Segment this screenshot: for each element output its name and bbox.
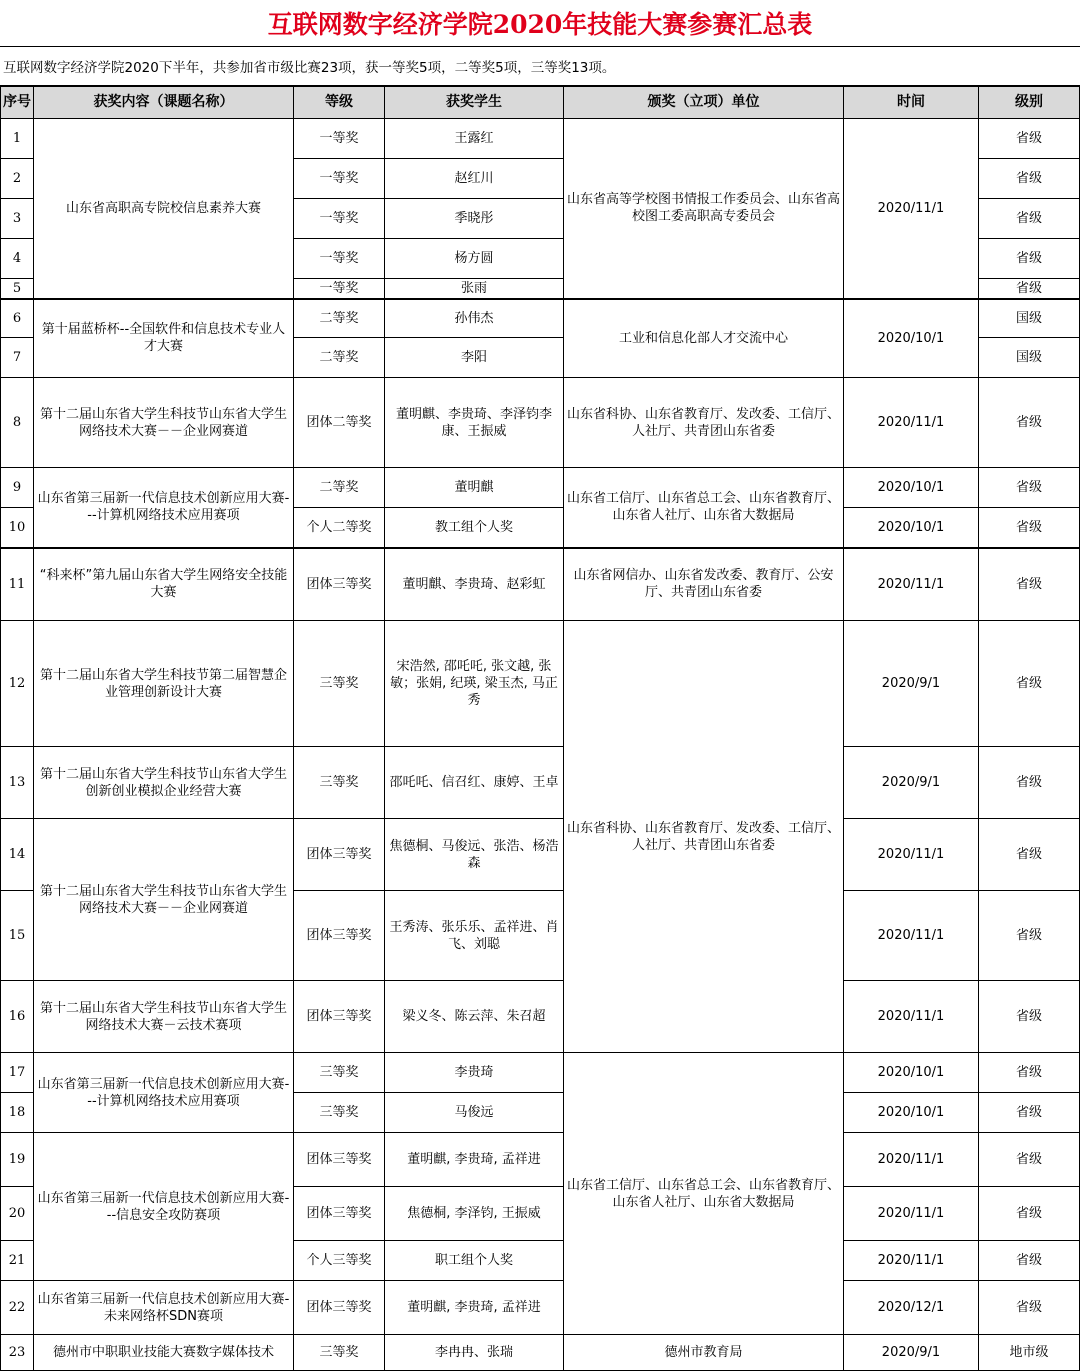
row-number: 10 — [1, 508, 34, 548]
award-students: 职工组个人奖 — [385, 1241, 564, 1281]
row-number: 4 — [1, 239, 34, 279]
col-header-students: 获奖学生 — [385, 87, 564, 119]
award-time: 2020/9/1 — [844, 1335, 979, 1371]
award-level: 省级 — [979, 981, 1080, 1053]
award-content: 山东省第三届新一代信息技术创新应用大赛---计算机网络技术应用赛项 — [34, 1053, 294, 1133]
award-level: 省级 — [979, 891, 1080, 981]
awards-table — [0, 86, 1080, 1371]
award-students: 李贵琦 — [385, 1053, 564, 1093]
table-row — [1, 819, 1080, 891]
row-number: 1 — [1, 119, 34, 159]
award-students: 教工组个人奖 — [385, 508, 564, 548]
table-row — [1, 299, 1080, 338]
award-unit: 山东省工信厅、山东省总工会、山东省教育厅、山东省人社厅、山东省大数据局 — [564, 468, 844, 548]
award-unit: 山东省工信厅、山东省总工会、山东省教育厅、山东省人社厅、山东省大数据局 — [564, 1053, 844, 1335]
table-row — [1, 548, 1080, 621]
award-grade: 二等奖 — [294, 338, 385, 378]
award-grade: 二等奖 — [294, 299, 385, 338]
award-time: 2020/11/1 — [844, 1187, 979, 1241]
table-row — [1, 1133, 1080, 1187]
award-students: 马俊远 — [385, 1093, 564, 1133]
award-level: 省级 — [979, 1187, 1080, 1241]
award-grade: 一等奖 — [294, 159, 385, 199]
row-number: 19 — [1, 1133, 34, 1187]
award-time: 2020/10/1 — [844, 468, 979, 508]
award-students: 宋浩然, 邵吒吒, 张文越, 张敏；张娟, 纪瑛, 梁玉杰, 马正秀 — [385, 621, 564, 747]
award-grade: 三等奖 — [294, 747, 385, 819]
award-students: 董明麒、李贵琦、赵彩虹 — [385, 548, 564, 621]
row-number: 7 — [1, 338, 34, 378]
award-unit: 山东省科协、山东省教育厅、发改委、工信厅、人社厅、共青团山东省委 — [564, 621, 844, 1053]
award-grade: 一等奖 — [294, 119, 385, 159]
award-content: 第十二届山东省大学生科技节山东省大学生网络技术大赛－－企业网赛道 — [34, 819, 294, 981]
award-level: 省级 — [979, 119, 1080, 159]
table-row — [1, 747, 1080, 819]
row-number: 23 — [1, 1335, 34, 1371]
award-time: 2020/10/1 — [844, 1093, 979, 1133]
award-content: 德州市中职职业技能大赛数字媒体技术 — [34, 1335, 294, 1371]
award-grade: 三等奖 — [294, 1335, 385, 1371]
award-grade: 团体三等奖 — [294, 548, 385, 621]
award-unit: 山东省网信办、山东省发改委、教育厅、公安厅、共青团山东省委 — [564, 548, 844, 621]
award-students: 李冉冉、张瑞 — [385, 1335, 564, 1371]
table-row — [1, 468, 1080, 508]
header-row — [1, 87, 1080, 119]
col-header-unit: 颁奖（立项）单位 — [564, 87, 844, 119]
award-students: 董明麒, 李贵琦, 孟祥进 — [385, 1133, 564, 1187]
row-number: 5 — [1, 279, 34, 299]
award-level: 省级 — [979, 548, 1080, 621]
award-students: 焦德桐、马俊远、张浩、杨浩森 — [385, 819, 564, 891]
award-grade: 团体三等奖 — [294, 1133, 385, 1187]
row-number: 17 — [1, 1053, 34, 1093]
table-row — [1, 1281, 1080, 1335]
award-time: 2020/9/1 — [844, 747, 979, 819]
award-students: 董明麒、李贵琦、李泽钧李康、王振威 — [385, 378, 564, 468]
award-level: 国级 — [979, 338, 1080, 378]
col-header-no: 序号 — [1, 87, 34, 119]
row-number: 15 — [1, 891, 34, 981]
award-time: 2020/11/1 — [844, 1133, 979, 1187]
award-level: 省级 — [979, 1241, 1080, 1281]
col-header-level: 级别 — [979, 87, 1080, 119]
award-time: 2020/11/1 — [844, 981, 979, 1053]
award-grade: 团体三等奖 — [294, 981, 385, 1053]
row-number: 3 — [1, 199, 34, 239]
row-number: 21 — [1, 1241, 34, 1281]
award-level: 省级 — [979, 1133, 1080, 1187]
award-level: 国级 — [979, 299, 1080, 338]
award-time: 2020/10/1 — [844, 508, 979, 548]
award-time: 2020/11/1 — [844, 119, 979, 299]
award-grade: 一等奖 — [294, 279, 385, 299]
award-students: 孙伟杰 — [385, 299, 564, 338]
award-grade: 三等奖 — [294, 621, 385, 747]
award-content: 第十二届山东省大学生科技节山东省大学生创新创业模拟企业经营大赛 — [34, 747, 294, 819]
award-students: 李阳 — [385, 338, 564, 378]
award-time: 2020/11/1 — [844, 819, 979, 891]
award-students: 季晓彤 — [385, 199, 564, 239]
award-content: 山东省第三届新一代信息技术创新应用大赛---计算机网络技术应用赛项 — [34, 468, 294, 548]
award-students: 杨方圆 — [385, 239, 564, 279]
row-number: 12 — [1, 621, 34, 747]
award-time: 2020/10/1 — [844, 1053, 979, 1093]
award-grade: 一等奖 — [294, 199, 385, 239]
award-students: 董明麒 — [385, 468, 564, 508]
award-students: 王秀涛、张乐乐、孟祥进、肖飞、刘聪 — [385, 891, 564, 981]
row-number: 9 — [1, 468, 34, 508]
award-unit: 山东省高等学校图书情报工作委员会、山东省高校图工委高职高专委员会 — [564, 119, 844, 299]
award-students: 邵吒吒、信召红、康婷、王卓 — [385, 747, 564, 819]
award-grade: 团体三等奖 — [294, 1187, 385, 1241]
row-number: 18 — [1, 1093, 34, 1133]
award-time: 2020/11/1 — [844, 548, 979, 621]
col-header-content: 获奖内容（课题名称） — [34, 87, 294, 119]
award-level: 省级 — [979, 199, 1080, 239]
row-number: 16 — [1, 981, 34, 1053]
award-content: 第十二届山东省大学生科技节山东省大学生网络技术大赛－－企业网赛道 — [34, 378, 294, 468]
award-content: 山东省第三届新一代信息技术创新应用大赛---信息安全攻防赛项 — [34, 1133, 294, 1281]
award-level: 省级 — [979, 1093, 1080, 1133]
award-time: 2020/11/1 — [844, 1241, 979, 1281]
row-number: 20 — [1, 1187, 34, 1241]
award-content: 山东省第三届新一代信息技术创新应用大赛-未来网络杯SDN赛项 — [34, 1281, 294, 1335]
col-header-time: 时间 — [844, 87, 979, 119]
award-students: 梁义冬、陈云萍、朱召超 — [385, 981, 564, 1053]
row-number: 2 — [1, 159, 34, 199]
award-level: 省级 — [979, 1281, 1080, 1335]
award-time: 2020/12/1 — [844, 1281, 979, 1335]
award-students: 赵红川 — [385, 159, 564, 199]
award-grade: 团体三等奖 — [294, 891, 385, 981]
award-grade: 一等奖 — [294, 239, 385, 279]
table-row — [1, 621, 1080, 747]
award-time: 2020/11/1 — [844, 378, 979, 468]
award-time: 2020/9/1 — [844, 621, 979, 747]
award-level: 省级 — [979, 378, 1080, 468]
table-row — [1, 1053, 1080, 1093]
award-students: 张雨 — [385, 279, 564, 299]
award-level: 省级 — [979, 508, 1080, 548]
award-students: 焦德桐, 李泽钧, 王振威 — [385, 1187, 564, 1241]
col-header-grade: 等级 — [294, 87, 385, 119]
award-content: 第十二届山东省大学生科技节第二届智慧企业管理创新设计大赛 — [34, 621, 294, 747]
summary-text: 互联网数字经济学院2020下半年，共参加省市级比赛23项，获一等奖5项，二等奖5项，三等奖13项。 — [0, 47, 1080, 86]
award-level: 省级 — [979, 621, 1080, 747]
award-content: 第十届蓝桥杯--全国软件和信息技术专业人才大赛 — [34, 299, 294, 378]
award-grade: 团体三等奖 — [294, 1281, 385, 1335]
row-number: 6 — [1, 299, 34, 338]
award-level: 省级 — [979, 1053, 1080, 1093]
table-row — [1, 119, 1080, 159]
award-students: 王露红 — [385, 119, 564, 159]
row-number: 11 — [1, 548, 34, 621]
row-number: 22 — [1, 1281, 34, 1335]
award-level: 省级 — [979, 468, 1080, 508]
award-level: 省级 — [979, 159, 1080, 199]
award-content: 山东省高职高专院校信息素养大赛 — [34, 119, 294, 299]
award-grade: 个人三等奖 — [294, 1241, 385, 1281]
award-content: “科来杯”第九届山东省大学生网络安全技能大赛 — [34, 548, 294, 621]
award-unit: 工业和信息化部人才交流中心 — [564, 299, 844, 378]
row-number: 8 — [1, 378, 34, 468]
award-grade: 团体二等奖 — [294, 378, 385, 468]
table-row — [1, 1335, 1080, 1371]
award-grade: 团体三等奖 — [294, 819, 385, 891]
table-row — [1, 981, 1080, 1053]
award-unit: 山东省科协、山东省教育厅、发改委、工信厅、人社厅、共青团山东省委 — [564, 378, 844, 468]
award-unit: 德州市教育局 — [564, 1335, 844, 1371]
award-level: 地市级 — [979, 1335, 1080, 1371]
row-number: 14 — [1, 819, 34, 891]
table-row — [1, 378, 1080, 468]
award-students: 董明麒, 李贵琦, 孟祥进 — [385, 1281, 564, 1335]
award-grade: 三等奖 — [294, 1053, 385, 1093]
award-level: 省级 — [979, 819, 1080, 891]
award-level: 省级 — [979, 239, 1080, 279]
award-time: 2020/11/1 — [844, 891, 979, 981]
award-level: 省级 — [979, 747, 1080, 819]
award-level: 省级 — [979, 279, 1080, 299]
award-grade: 二等奖 — [294, 468, 385, 508]
row-number: 13 — [1, 747, 34, 819]
award-grade: 三等奖 — [294, 1093, 385, 1133]
award-time: 2020/10/1 — [844, 299, 979, 378]
award-content: 第十二届山东省大学生科技节山东省大学生网络技术大赛－云技术赛项 — [34, 981, 294, 1053]
award-grade: 个人二等奖 — [294, 508, 385, 548]
sheet-title: 互联网数字经济学院2020年技能大赛参赛汇总表 — [0, 0, 1080, 47]
